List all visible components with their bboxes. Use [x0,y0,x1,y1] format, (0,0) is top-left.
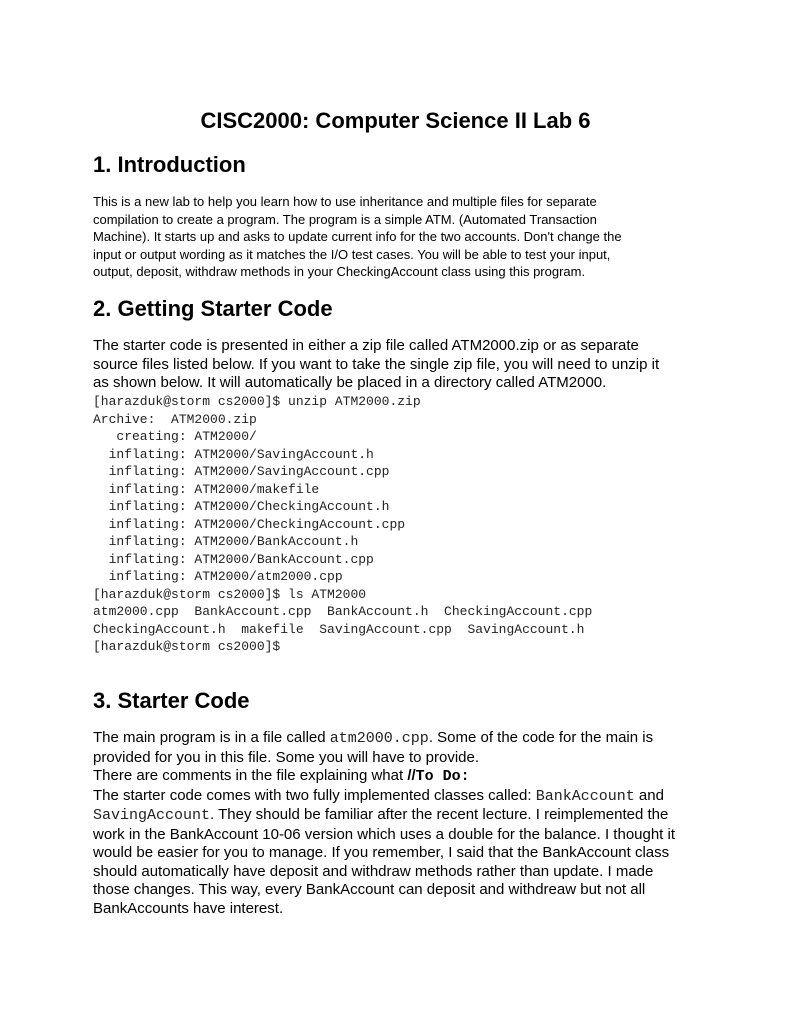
code-line: provided for you in this file. Some you will have to provide. [93,748,480,766]
intro-line: compilation to create a program. The program is a simple ATM. (Automated Transaction [93,211,597,227]
text: The main program is in a file called [93,729,330,746]
intro-line: output, deposit, withdraw methods in your CheckingAccount class using this program. [93,264,586,279]
starter-line: as shown below. It will automatically be placed in a directory called ATM2000. [93,374,607,391]
starter-code-heading: 3. Starter Code [93,688,250,713]
code-line [93,806,713,826]
code-line [93,787,713,807]
text: There are comments in the file explaining what [93,767,408,784]
code-line [93,729,713,749]
starter-line: The starter code is presented in either a zip file called ATM2000.zip or as separate [93,337,639,354]
starter-code-paragraph [93,729,713,918]
terminal-output: [harazduk@storm cs2000]$ unzip ATM2000.zip Archive: ATM2000.zip creating: ATM2000/ inflating: ATM2000/SavingAccount.h inflating: ATM2000/SavingAccount.cpp inflating: ATM2000/makefile inflating: ATM2000/CheckingAccount.h inflating: ATM2000/CheckingAccount.cpp inflating: ATM2000/BankAccount.h inflating: ATM2000/BankAccount.cpp inflating: ATM2000/atm2000.cpp [harazduk@storm cs2000]$ ls ATM2000 atm2000.cpp BankAccount.cpp BankAccount.h CheckingAccount.cpp CheckingAccount.h makefile SavingAccount.cpp SavingAccount.h [harazduk@storm cs2000]$ [93,394,593,654]
code-line: work in the BankAccount 10-06 version which uses a double for the balance. I thought it [93,825,676,843]
starter-paragraph [93,337,703,393]
text: and [634,786,664,804]
starter-heading: 2. Getting Starter Code [93,296,333,321]
intro-paragraph [93,193,703,281]
text: . Some of the code for the main is [428,729,654,746]
code-line: BankAccounts have interest. [93,899,284,917]
code-line [93,767,713,787]
code-line: those changes. This way, every BankAccount can deposit and withdreaw but not all [93,881,646,898]
class-code: SavingAccount [93,807,211,824]
starter-line: source files listed below. If you want to take the single zip file, you will need to unzip it [93,355,660,373]
code-line: should automatically have deposit and withdraw methods rather than update. I made [93,862,654,880]
page-title: CISC2000: Computer Science II Lab 6 [200,108,591,133]
comment-slashes: // [407,767,416,784]
code-line: would be easier for you to manage. If you remember, I said that the BankAccount class [93,844,670,861]
intro-line: Machine). It starts up and asks to update current info for the two accounts. Don't change the [93,229,622,244]
intro-line: This is a new lab to help you learn how to use inheritance and multiple files for separate [93,194,597,209]
intro-heading: 1. Introduction [93,152,246,177]
todo-code: To Do: [415,768,470,785]
text: The starter code comes with two fully implemented classes called: [93,786,536,804]
text: . They should be familiar after the recent lecture. I reimplemented the [210,806,669,823]
intro-line: input or output wording as it matches the I/O test cases. You will be able to test your input, [93,246,611,262]
class-code: BankAccount [535,787,635,805]
filename-code: atm2000.cpp [329,730,429,747]
